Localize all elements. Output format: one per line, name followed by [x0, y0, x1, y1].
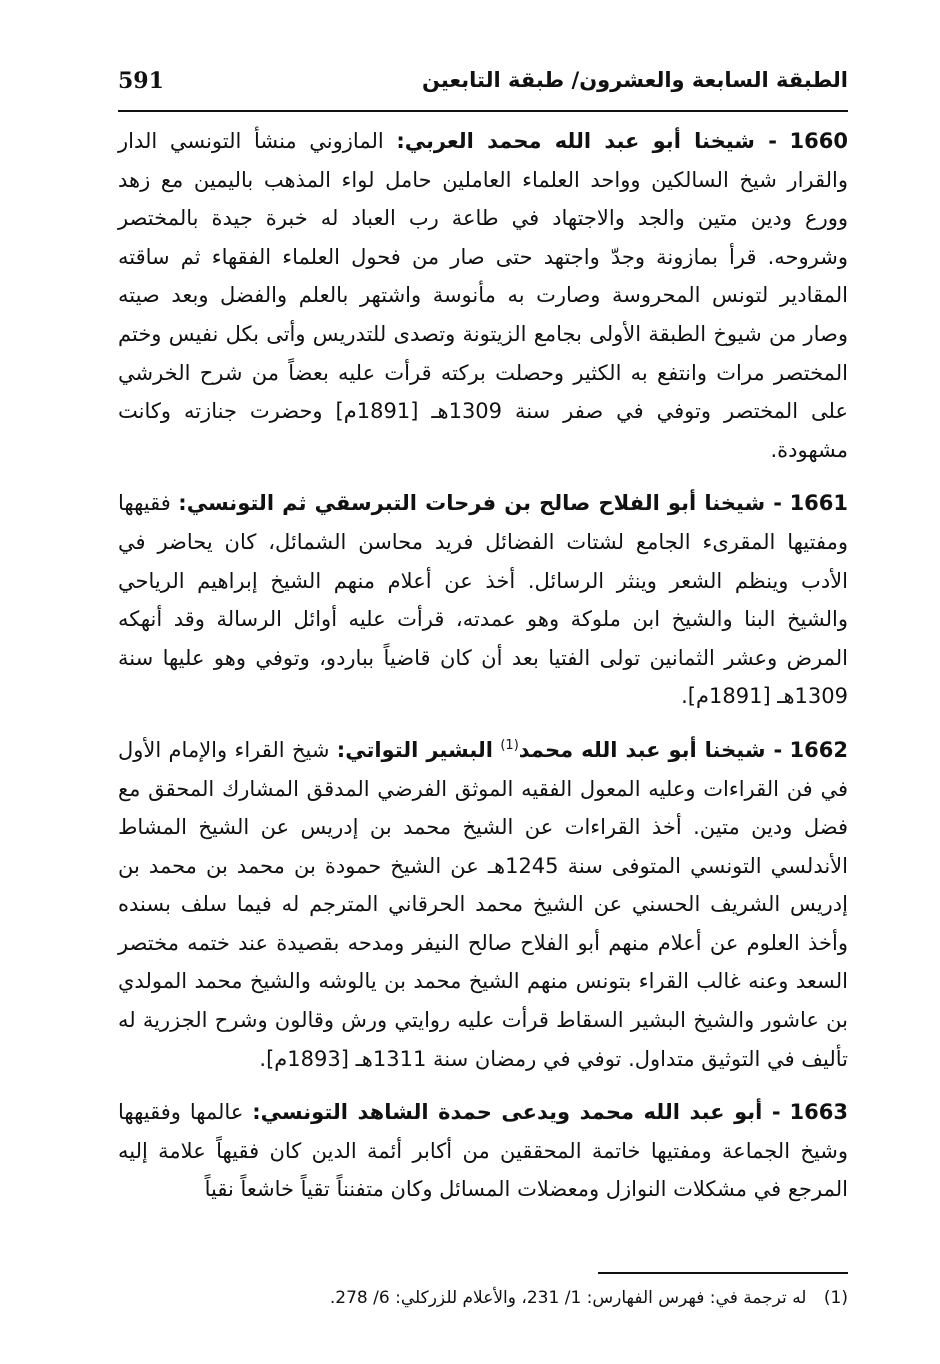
entry-number: 1662 [789, 737, 848, 762]
biography-entry-1663: 1663 - أبو عبد الله محمد ويدعى حمدة الشاهد التونسي: عالمها وفقيهها وشيخ الجماعة ومفتيها خاتمة المحققين من أكابر أئمة الدين كان فقيهاً علامة إليه المرجع في مشكلات النوازل ومعضلات المسائل وكان متفنناً تقياً خاشعاً نقياً [118, 1100, 848, 1202]
footnote-marker: (1) [823, 1288, 848, 1308]
footnote-reference: (1) [500, 737, 519, 753]
entry-text: شيخ القراء والإمام الأول في فن القراءات وعليه المعول الفقيه الموثق الفرضي المدقق المشارك المحقق مع فضل ودين متين. أخذ القراءات عن الشيخ محمد بن إدريس عن الشيخ المشاط الأندلسي التونسي المتوفى سنة 1245هـ عن الشيخ حمودة بن محمد بن محمد بن إدريس الشريف الحسني عن الشيخ محمد الحرقاني المترجم له فيما سلف بسنده وأخذ العلوم عن أعلام منهم أبو الفلاح صالح النيفر ومدحه بقصيدة عند ختمه مختصر السعد وعنه غالب القراء بتونس منهم الشيخ محمد بن يالوشه والشيخ محمد المولدي بن عاشور والشيخ البشير السقاط قرأت عليه روايتي ورش وقالون وشرح الجزرية له تأليف في التوثيق متداول. توفي في رمضان سنة 1311هـ [1893م]. [118, 737, 848, 1071]
footnote-divider [598, 1272, 848, 1274]
running-title: الطبقة السابعة والعشرون/ طبقة التابعين [421, 68, 848, 92]
page-header [118, 66, 848, 112]
entry-name: شيخنا أبو عبد الله محمد العربي: [396, 129, 755, 153]
entry-text: عالمها وفقيهها وشيخ الجماعة ومفتيها خاتمة المحققين من أكابر أئمة الدين كان فقيهاً علامة إليه المرجع في مشكلات النوازل ومعضلات المسائل وكان متفنناً تقياً خاشعاً نقياً [118, 1100, 848, 1202]
footnote [118, 1288, 848, 1308]
entry-name: أبو عبد الله محمد ويدعى حمدة الشاهد التونسي: [252, 1100, 763, 1125]
entry-text: فقيهها ومفتيها المقرىء الجامع لشتات الفضائل فريد محاسن الشمائل، كان يحاضر في الأدب وينظم الشعر وينثر الرسائل. أخذ عن أعلام منهم الشيخ إبراهيم الرياحي والشيخ البنا والشيخ ابن ملوكة وهو عمدته، قرأت عليه أوائل الرسالة وقد أنهكه المرض وعشر الثمانين تولى الفتيا بعد أن كان قاضياً بباردو، وتوفي وهو عليها سنة 1309هـ [1891م]. [118, 491, 848, 709]
biography-entry-1662: 1662 - شيخنا أبو عبد الله محمد$^{(1)}$ البشير التواتي: شيخ القراء والإمام الأول في فن القراءات وعليه المعول الفقيه الموثق الفرضي المدقق المشارك المحقق مع فضل ودين متين. أخذ القراءات عن الشيخ محمد بن إدريس عن الشيخ المشاط الأندلسي التونسي المتوفى سنة 1245هـ عن الشيخ حمودة بن محمد بن محمد بن إدريس الشريف الحسني عن الشيخ محمد الحرقاني المترجم له فيما سلف بسنده وأخذ العلوم عن أعلام منهم أبو الفلاح صالح النيفر ومدحه بقصيدة عند ختمه مختصر السعد وعنه غالب القراء بتونس منهم الشيخ محمد بن يالوشه والشيخ محمد المولدي بن عاشور والشيخ البشير السقاط قرأت عليه روايتي ورش وقالون وشرح الجزرية له تأليف في التوثيق متداول. توفي في رمضان سنة 1311هـ [1893م]. [118, 737, 848, 1071]
entry-number: 1661 [789, 491, 849, 516]
page-number: 591 [118, 68, 164, 94]
entry-name-continued: البشير التواتي: [336, 737, 493, 762]
footnote-text: له ترجمة في: فهرس الفهارس: 1/ 231، والأعلام للزركلي: 6/ 278. [329, 1288, 807, 1308]
entry-number: 1663 [789, 1100, 848, 1125]
entry-number: 1660 [789, 129, 848, 153]
entry-name: شيخنا أبو الفلاح صالح بن فرحات التبرسقي ثم التونسي: [178, 491, 766, 516]
biography-entry-1660: 1660 - شيخنا أبو عبد الله محمد العربي: المازوني منشأ التونسي الدار والقرار شيخ السالكين وواحد العلماء العاملين حامل لواء المذهب باليمين مع زهد وورع ودين متين والجد والاجتهاد في طاعة رب العباد له خبرة جيدة بالمختصر وشروحه. قرأ بمازونة وجدّ واجتهد حتى صار من فحول العلماء الفقهاء ثم ساقته المقادير لتونس المحروسة وصارت به مأنوسة واشتهر بالعلم والفضل وبعد صيته وصار من شيوخ الطبقة الأولى بجامع الزيتونة وتصدى للتدريس وأتى بكل نفيس وختم المختصر مرات وانتفع به الكثير وحصلت بركته قرأت عليه بعضاً من شرح الخرشي على المختصر وتوفي في صفر سنة 1309هـ [1891م] وحضرت جنازته وكانت مشهودة. [118, 129, 848, 462]
biography-entry-1661: 1661 - شيخنا أبو الفلاح صالح بن فرحات التبرسقي ثم التونسي: فقيهها ومفتيها المقرىء الجامع لشتات الفضائل فريد محاسن الشمائل، كان يحاضر في الأدب وينظم الشعر وينثر الرسائل. أخذ عن أعلام منهم الشيخ إبراهيم الرياحي والشيخ البنا والشيخ ابن ملوكة وهو عمدته، قرأت عليه أوائل الرسالة وقد أنهكه المرض وعشر الثمانين تولى الفتيا بعد أن كان قاضياً بباردو، وتوفي وهو عليها سنة 1309هـ [1891م]. [118, 491, 849, 709]
entry-text: المازوني منشأ التونسي الدار والقرار شيخ السالكين وواحد العلماء العاملين حامل لواء المذهب باليمين مع زهد وورع ودين متين والجد والاجتهاد في طاعة رب العباد له خبرة جيدة بالمختصر وشروحه. قرأ بمازونة وجدّ واجتهد حتى صار من فحول العلماء الفقهاء ثم ساقته المقادير لتونس المحروسة وصارت به مأنوسة واشتهر بالعلم والفضل وبعد صيته وصار من شيوخ الطبقة الأولى بجامع الزيتونة وتصدى للتدريس وأتى بكل نفيس وختم المختصر مرات وانتفع به الكثير وحصلت بركته قرأت عليه بعضاً من شرح الخرشي على المختصر وتوفي في صفر سنة 1309هـ [1891م] وحضرت جنازته وكانت مشهودة. [118, 129, 848, 462]
entry-name: شيخنا أبو عبد الله محمد [518, 737, 766, 762]
page-body [118, 122, 848, 1224]
